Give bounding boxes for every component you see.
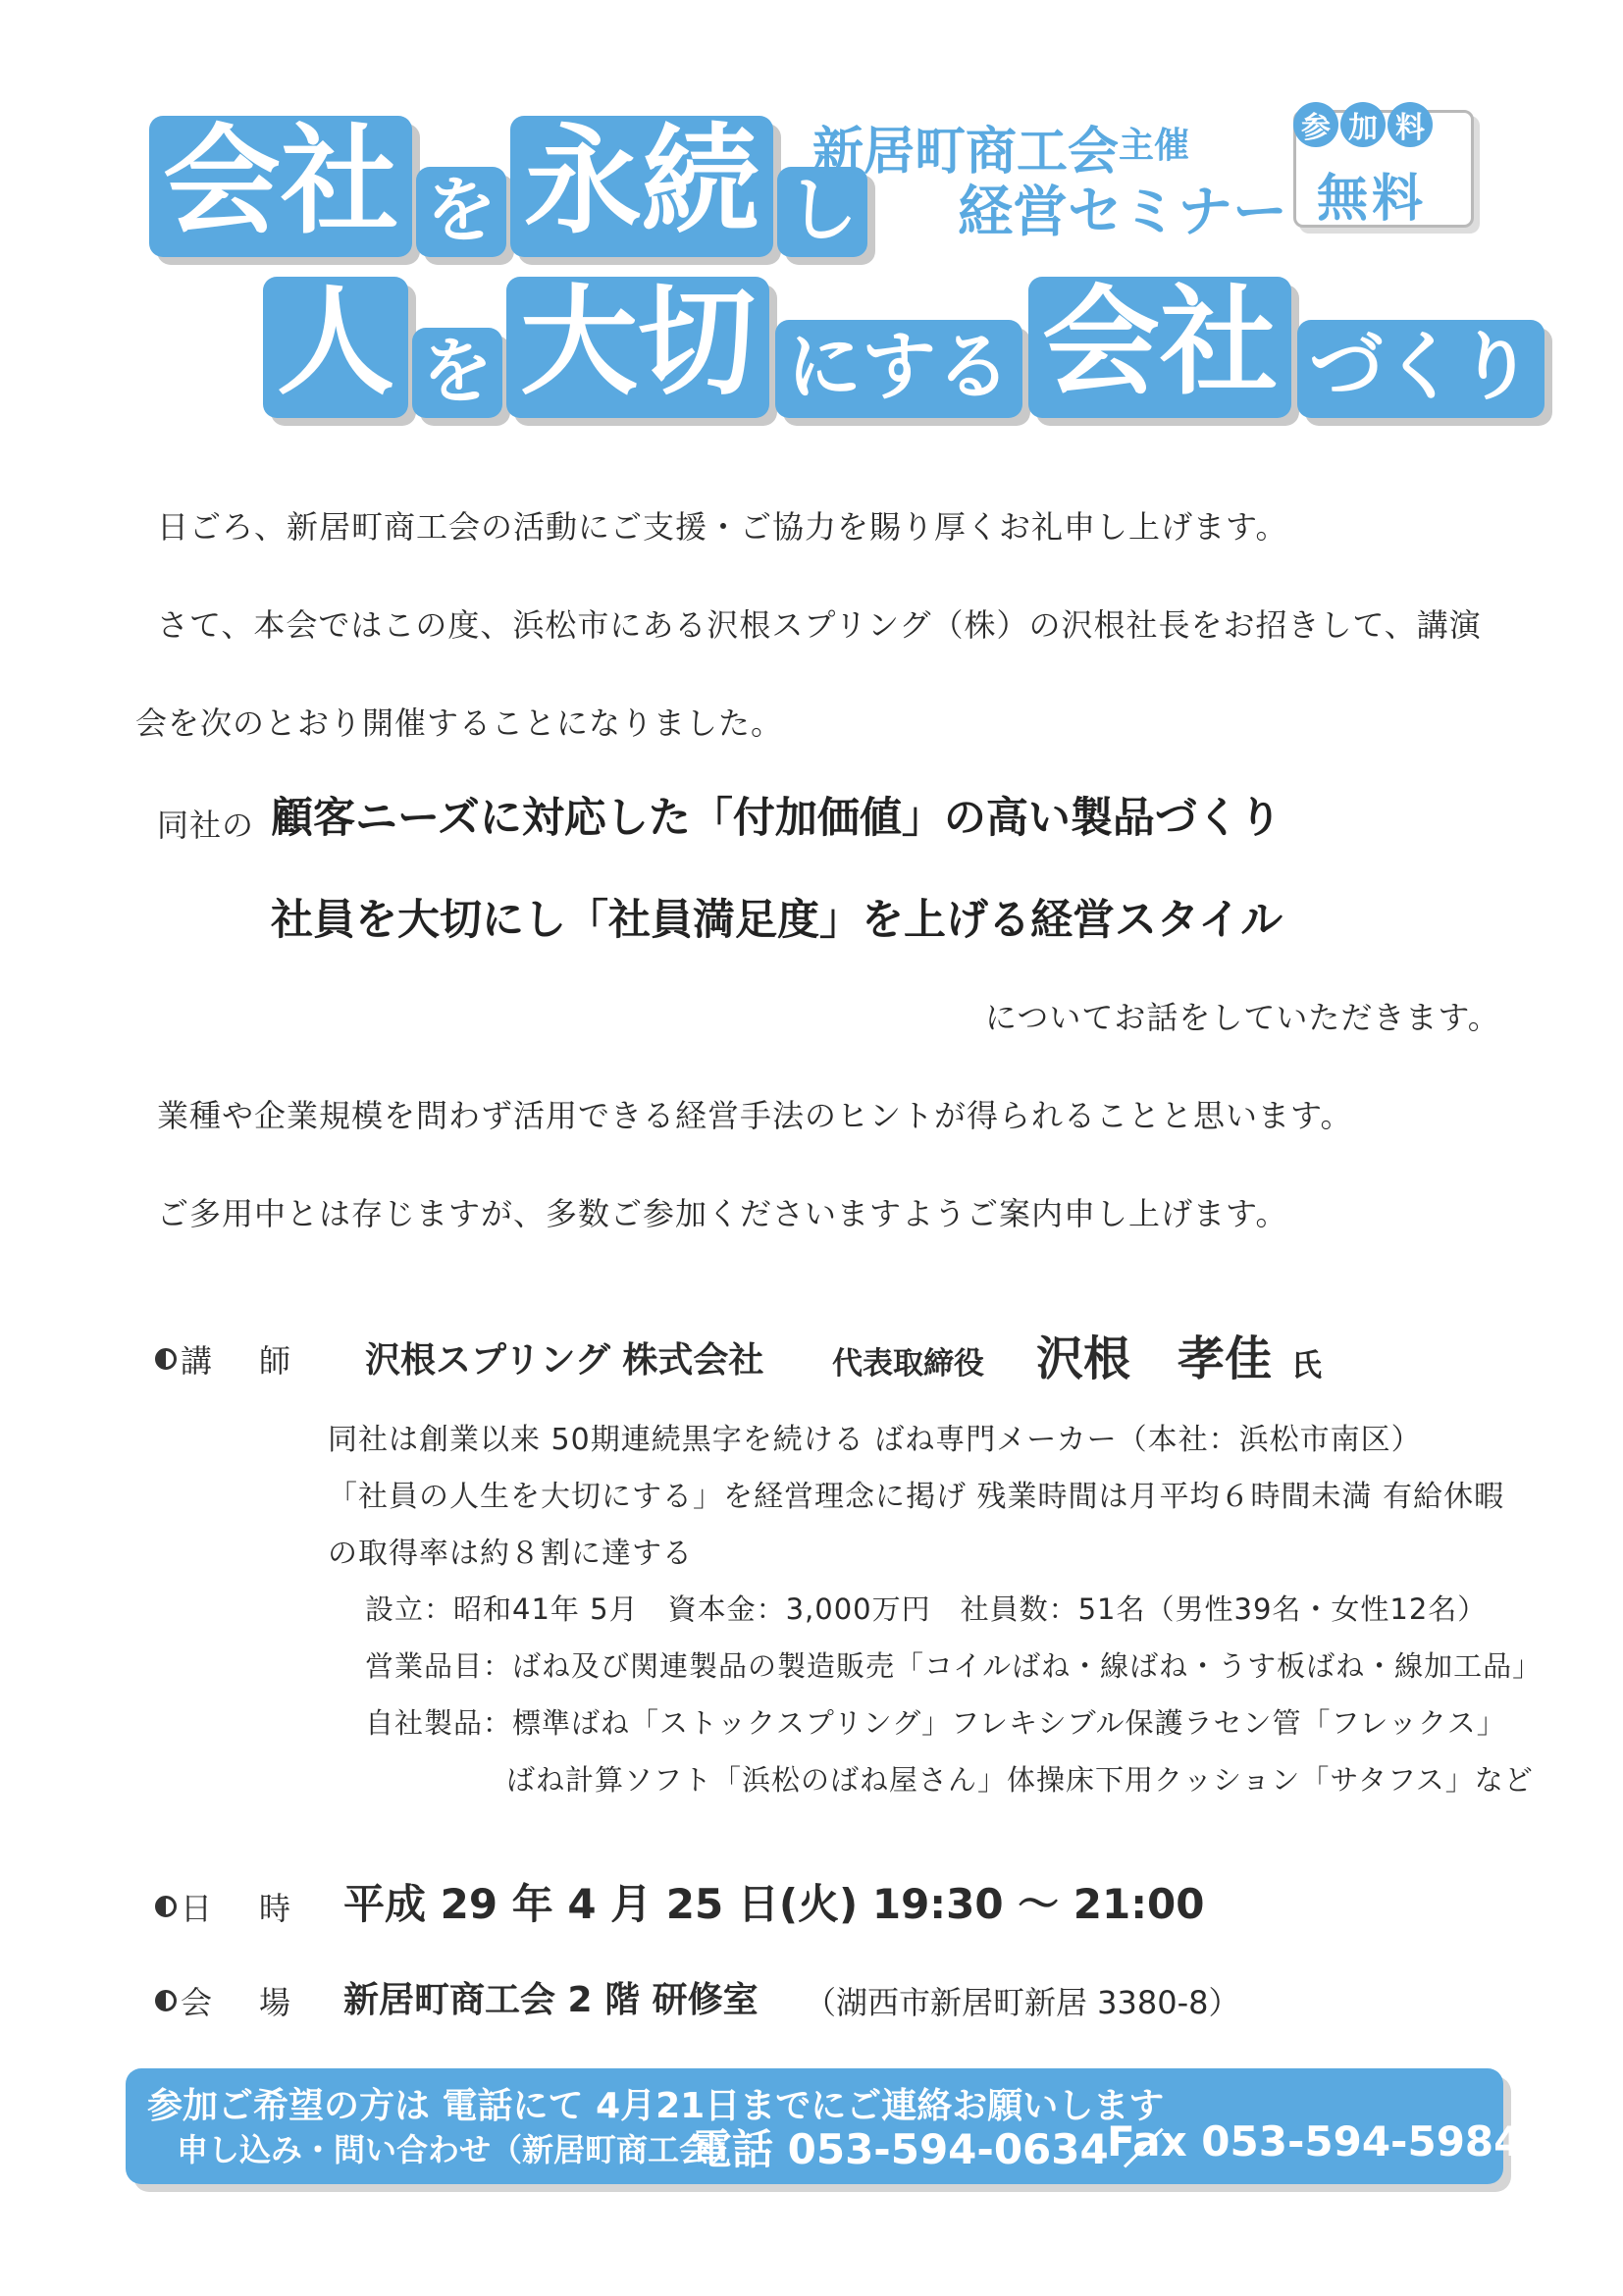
venue-address: （湖西市新居町新居 3380-8） bbox=[805, 1984, 1240, 2021]
intro-line: さて、本会ではこの度、浜松市にある沢根スプリング（株）の沢根社長をお招きして、講演 bbox=[157, 606, 1482, 644]
venue-label: 会 場 bbox=[155, 1978, 298, 2023]
speaker-company: 沢根スプリング 株式会社 bbox=[365, 1340, 764, 1381]
headline-row-1 bbox=[149, 116, 867, 257]
profile-line: 同社は創業以来 50期連続黒字を続ける ばね専門メーカー（本社：浜松市南区） bbox=[328, 1423, 1422, 1457]
topic-line-1: 顧客ニーズに対応した「付加価値」の高い製品づくり bbox=[271, 794, 1282, 843]
detail-line: ばね計算ソフト「浜松のばね屋さん」体操床下用クッション「サタフス」など bbox=[506, 1763, 1534, 1797]
datetime-label: 日 時 bbox=[155, 1884, 298, 1929]
venue-value: 新居町商工会 2 階 研修室 bbox=[343, 1980, 759, 2020]
bullet-icon bbox=[155, 1896, 177, 1917]
footer-fax: Fax 053-594-5984 bbox=[1107, 2117, 1523, 2166]
footer-phone[interactable]: 電話 053-594-0634 ／ bbox=[691, 2125, 1165, 2173]
speaker-name: 沢根 孝佳 bbox=[1036, 1331, 1273, 1386]
fee-char: 参 bbox=[1293, 102, 1338, 147]
headline-block: にする bbox=[775, 320, 1022, 418]
bullet-icon bbox=[155, 1348, 177, 1370]
headline-block: 大切 bbox=[506, 277, 769, 418]
topic-suffix: についてお話をしていただきます。 bbox=[985, 999, 1500, 1036]
topic-prefix: 同社の bbox=[157, 807, 255, 844]
headline-block: し bbox=[777, 167, 867, 257]
footer-line-2: 申し込み・問い合わせ（新居町商工会） bbox=[177, 2131, 743, 2168]
headline-row-2 bbox=[263, 277, 1544, 418]
detail-line: 営業品目：ばね及び関連製品の製造販売「コイルばね・線ばね・うす板ばね・線加工品」 bbox=[365, 1649, 1543, 1683]
speaker-title: 代表取締役 bbox=[832, 1346, 984, 1382]
headline-block: 会社 bbox=[1028, 277, 1291, 418]
bullet-icon bbox=[155, 1990, 177, 2011]
footer-line-1: 参加ご希望の方は 電話にて 4月21日までにご連絡お願いします bbox=[147, 2086, 1165, 2126]
headline-block: を bbox=[416, 167, 506, 257]
profile-line: 「社員の人生を大切にする」を経営理念に掲げ 残業時間は月平均６時間未満 有給休暇 bbox=[328, 1480, 1505, 1514]
organizer-name: 新居町商工会 bbox=[812, 123, 1120, 182]
seminar-title: 経営セミナー bbox=[958, 181, 1287, 244]
topic-line-2: 社員を大切にし「社員満足度」を上げる経営スタイル bbox=[271, 896, 1283, 945]
intro-line: 日ごろ、新居町商工会の活動にご支援・ご協力を賜り厚くお礼申し上げます。 bbox=[157, 508, 1288, 546]
headline-block: 会社 bbox=[149, 116, 412, 257]
organizer-role: 主催 bbox=[1119, 126, 1190, 166]
detail-line: 自社製品：標準ばね「ストックスプリング」フレキシブル保護ラセン管「フレックス」 bbox=[365, 1706, 1506, 1740]
speaker-label: 講 師 bbox=[155, 1336, 298, 1382]
headline-block: づくり bbox=[1297, 320, 1544, 418]
speaker-honorific: 氏 bbox=[1291, 1348, 1322, 1383]
detail-line: 設立：昭和41年 5月 資本金：3,000万円 社員数：51名（男性39名・女性12名） bbox=[365, 1592, 1488, 1626]
fee-free: 無料 bbox=[1317, 170, 1428, 229]
headline-block: 人 bbox=[263, 277, 408, 418]
closing-line: 業種や企業規模を問わず活用できる経営手法のヒントが得られることと思います。 bbox=[157, 1097, 1353, 1134]
closing-line: ご多用中とは存じますが、多数ご参加くださいますようご案内申し上げます。 bbox=[157, 1195, 1288, 1232]
datetime-value: 平成 29 年 4 月 25 日(火) 19:30 ～ 21:00 bbox=[343, 1880, 1205, 1928]
intro-line: 会を次のとおり開催することになりました。 bbox=[135, 704, 784, 742]
fee-char: 料 bbox=[1387, 102, 1433, 147]
fee-badge-sub bbox=[1293, 102, 1433, 147]
profile-line: の取得率は約８割に達する bbox=[328, 1537, 693, 1571]
fee-char: 加 bbox=[1340, 102, 1386, 147]
headline-block: 永続 bbox=[510, 116, 773, 257]
headline-block: を bbox=[412, 328, 502, 418]
